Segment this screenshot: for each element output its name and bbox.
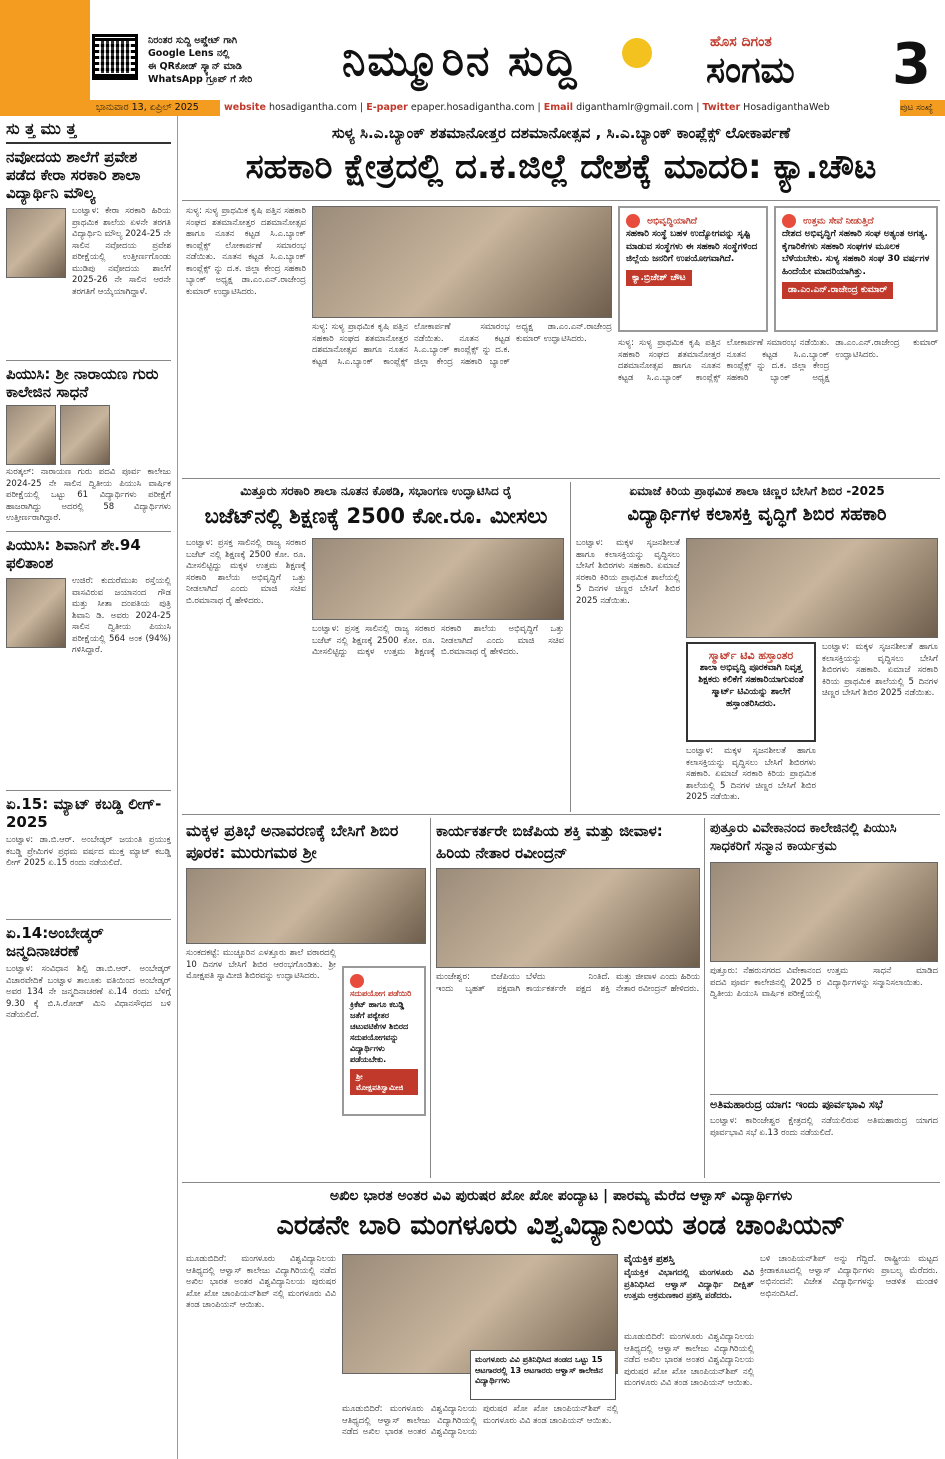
sidebar-headline: ನವೋದಯ ಶಾಲೆಗೆ ಪ್ರವೇಶ ಪಡೆದ ಕೇರಾ ಸರಕಾರಿ ಶಾಲಾ ವಿದ್ಯಾರ್ಥಿನಿ ಮೌಲ್ಯ [6, 148, 141, 202]
quote-attribution: ಕ್ಯಾ.ಬ್ರಿಜೇಶ್ ಚೌಟ [626, 270, 692, 287]
quote-icon [350, 974, 364, 988]
brand-supplement: ಸಂಗಮ [706, 50, 795, 91]
side-text: ವೈಯಕ್ತಿಕ ವಿಭಾಗದಲ್ಲಿ ಮಂಗಳೂರು ವಿವಿ ಪ್ರತಿನಿಧಿಸಿದ ಆಳ್ವಾಸ್ ವಿದ್ಯಾರ್ಥಿ ದೀಕ್ಷಿತ್ ಉತ್ತಮ ಆಕ್ರಮಣಕಾರ ಪ್ರಶಸ್ತಿ ಪಡೆದರು. [624, 1268, 754, 1301]
qr-code-pattern [99, 41, 131, 73]
sidebar-article-text: ಬಂಟ್ವಾಳ: ಡಾ.ಬಿ.ಆರ್. ಅಂಬೇಡ್ಕರ್ ಜಯಂತಿ ಪ್ರಯುಕ್ತ ಕಬಡ್ಡಿ ಪ್ರೇಮಿಗಳ ಪ್ರಥಮ ವರ್ಷದ ಮುಕ್ತ ಮ್ಯಾಟ್ ಕಬಡ್ಡಿ ಲೀಗ್ 2025 ಏ.15 ರಂದು ನಡೆಯಲಿದೆ. [6, 835, 171, 868]
student-photo [60, 405, 110, 465]
lead-body: ಸುಳ್ಯ: ಸುಳ್ಯ ಪ್ರಾಥಮಿಕ ಕೃಷಿ ಪತ್ತಿನ ಸಹಕಾರಿ ಸಂಘದ ಶತಮಾನೋತ್ತರ ದಶಮಾನೋತ್ಸವ ಹಾಗೂ ನೂತನ ಕಟ್ಟಡ ಸಿ.ಎ.ಬ್ಯಾಂಕ್ ಕಾಂಪ್ಲೆಕ್ಸ್ ಲೋಕಾರ್ಪಣೆ ಸಮಾರಂಭ ನಡೆಯಿತು. ನೂತನ ಕಟ್ಟಡ ಸಿ.ಎ.ಬ್ಯಾಂಕ್ ಕಾಂಪ್ಲೆಕ್ಸ್ ನ್ನು ದ.ಕ. ಜಿಲ್ಲಾ ಕೇಂದ್ರ ಸಹಕಾರಿ ಬ್ಯಾಂಕ್ ಅಧ್ಯಕ್ಷ ಡಾ.ಎಂ.ಎನ್.ರಾಜೇಂದ್ರ ಕುಮಾರ್ ಉದ್ಘಾಟಿಸಿದರು. [186, 206, 306, 297]
story-body: ಬಂಟ್ವಾಳ: ಮಕ್ಕಳ ಸೃಜನಶೀಲತೆ ಹಾಗೂ ಕಲಾಸಕ್ತಿಯನ್ನು ವೃದ್ಧಿಸಲು ಬೇಸಿಗೆ ಶಿಬಿರಗಳು ಸಹಕಾರಿ. ಏಮಾಜೆ ಸರಕಾರಿ ಕಿರಿಯ ಪ್ರಾಥಮಿಕ ಶಾಲೆಯಲ್ಲಿ 5 ದಿನಗಳ ಚಿಣ್ಣರ ಬೇಸಿಗೆ ಶಿಬಿರ 2025 ನಡೆಯಿತು. [576, 538, 680, 606]
sidebar-article-text: ಉಜಿರೆ: ಕುದುರೆಮುಖ ರಸ್ತೆಯಲ್ಲಿ ವಾಸವಿರುವ ಜಯಾನಂದ ಗೌಡ ಮತ್ತು ಸೀತಾ ದಂಪತಿಯ ಪುತ್ರಿ ಶಿವಾನಿ ಡಿ. ಅವರು 2024-25 ಸಾಲಿನ ದ್ವಿತೀಯ ಪಿಯುಸಿ ಪರೀಕ್ಷೆಯಲ್ಲಿ 564 ಅಂಕ (94%) ಗಳಿಸಿದ್ದಾರೆ. [72, 576, 171, 655]
sidebar-section-title: ಸು ತ್ತ ಮು ತ್ತ [6, 120, 171, 144]
photo-caption: ಮಂಗಳೂರು ವಿವಿ ಪ್ರತಿನಿಧಿಸಿದ ತಂಡದ ಒಟ್ಟು 15 ಆಟಗಾರರಲ್ಲಿ 13 ಆಟಗಾರರು ಆಳ್ವಾಸ್ ಕಾಲೇಜಿನ ವಿದ್ಯಾರ್ಥಿಗಳು [470, 1350, 616, 1400]
story-body: ಸುಂಕದಕಟ್ಟೆ: ಮುಚ್ಚೂರಿನ ಎಳತ್ತೂರು ಶಾಲೆ ವಠಾರದಲ್ಲಿ 10 ದಿನಗಳ ಬೇಸಿಗೆ ಶಿಬಿರ ಆರಂಭಗೊಂಡಿತು. ಶ್ರೀ ಮೋಕ್ಷಪತಿ ಸ್ವಾಮೀಜಿ ಶಿಬಿರವನ್ನು ಉದ್ಘಾಟಿಸಿದರು. [186, 948, 336, 981]
promo-line: WhatsApp ಗ್ರೂಪ್ ಗೆ ಸೇರಿ [148, 74, 253, 85]
divider [182, 814, 940, 815]
story-headline: ಬಜೆಟ್‌ನಲ್ಲಿ ಶಿಕ್ಷಣಕ್ಕೆ 2500 ಕೋ.ರೂ. ಮೀಸಲು [204, 504, 548, 528]
story-body: ಮಂಜೇಶ್ವರ: ಬಿಜೆಪಿಯು ಇಂದು ಬೃಹತ್ ಪಕ್ಷವಾಗಿ ಬೆಳೆದು ನಿಂತಿದೆ. ಕಾರ್ಯಕರ್ತರೇ ಪಕ್ಷದ ಶಕ್ತಿ ಮತ್ತು ಜೀವಾಳ ಎಂದು ಹಿರಿಯ ನೇತಾರ ರವೀಂದ್ರನ್ ಹೇಳಿದರು. [436, 972, 700, 994]
story-body: ಬಂಟ್ವಾಳ: ಪ್ರಸಕ್ತ ಸಾಲಿನಲ್ಲಿ ರಾಜ್ಯ ಸರಕಾರ ಬಜೆಟ್ ನಲ್ಲಿ ಶಿಕ್ಷಣಕ್ಕೆ 2500 ಕೋ. ರೂ. ಮೀಸಲಿಟ್ಟಿದ್ದು ಮಕ್ಕಳ ಉತ್ತಮ ಶಿಕ್ಷಣಕ್ಕೆ ಸರಕಾರಿ ಶಾಲೆಯ ಅಭಿವೃದ್ಧಿಗೆ ಒತ್ತು ನೀಡಲಾಗಿದೆ ಎಂದು ಮಾಜಿ ಸಚಿವ ಬಿ.ರಮಾನಾಥ ರೈ ಹೇಳಿದರು. [186, 538, 306, 606]
story-photo [436, 868, 700, 968]
quote-title: ಉತ್ತಮ ಸೇವೆ ನೀಡುತ್ತಿದೆ [803, 216, 874, 227]
story-photo [186, 868, 426, 944]
divider [182, 200, 940, 201]
brand-name: ಹೊಸ ದಿಗಂತ [710, 34, 772, 50]
brand-box [700, 28, 945, 100]
twitter-label: Twitter [702, 102, 741, 113]
lead-quote-box [618, 206, 768, 332]
promo-line: Google Lens ನಲ್ಲಿ [148, 48, 230, 59]
website-label: website [224, 102, 266, 113]
quote-icon [626, 214, 640, 228]
student-photo [6, 405, 56, 465]
box-title: ಸ್ಮಾರ್ಟ್ ಟಿವಿ ಹಸ್ತಾಂತರ [708, 649, 794, 662]
divider [710, 1094, 938, 1095]
quote-text: ಕ್ರಿಕೆಟ್ ಹಾಗೂ ಕಬಡ್ಡಿ ಜತೆಗೆ ಪಠ್ಯೇತರ ಚಟುವಟಿಕೆಗಳ ಶಿಬಿರದ ಸದುಪಯೋಗವನ್ನು ವಿದ್ಯಾರ್ಥಿಗಳು ಪಡೆಯಬೇಕು. [350, 1000, 409, 1064]
lead-photo [312, 206, 612, 318]
email-link[interactable]: diganthamlr@gmail.com [576, 102, 694, 113]
story-headline: ಕಾರ್ಯಕರ್ತರೇ ಬಿಜೆಪಿಯ ಶಕ್ತಿ ಮತ್ತು ಜೀವಾಳ: ಹಿರಿಯ ನೇತಾರ ರವೀಂದ್ರನ್ [436, 822, 663, 862]
side-headline: ವೈಯಕ್ತಿಕ ಪ್ರಶಸ್ತಿ [624, 1254, 675, 1265]
sidebar-article-text: ಬಂಟ್ವಾಳ: ಸಂವಿಧಾನ ಶಿಲ್ಪಿ ಡಾ.ಬಿ.ಆರ್. ಅಂಬೇಡ್ಕರ್ ವಿಚಾರವೇದಿಕೆ ಬಂಟ್ವಾಳ ತಾಲೂಕು ವತಿಯಿಂದ ಅಂಬೇಡ್ಕರ್ ಅವರ 134 ನೇ ಜನ್ಮದಿನಾಚರಣೆ ಏ.14 ರಂದು ಬೆಳಿಗ್ಗೆ 9.30 ಕ್ಕೆ ಬಿ.ಸಿ.ರೋಡ್ ಮಿನಿ ವಿಧಾನಸೌಧದ ಬಳಿ ನಡೆಯಲಿದೆ. [6, 964, 171, 1020]
lead-body-continued: ಸುಳ್ಯ: ಸುಳ್ಯ ಪ್ರಾಥಮಿಕ ಕೃಷಿ ಪತ್ತಿನ ಸಹಕಾರಿ ಸಂಘದ ಶತಮಾನೋತ್ತರ ದಶಮಾನೋತ್ಸವ ಹಾಗೂ ನೂತನ ಕಟ್ಟಡ ಸಿ.ಎ.ಬ್ಯಾಂಕ್ ಕಾಂಪ್ಲೆಕ್ಸ್ ಲೋಕಾರ್ಪಣೆ ಸಮಾರಂಭ ನಡೆಯಿತು. ನೂತನ ಕಟ್ಟಡ ಸಿ.ಎ.ಬ್ಯಾಂಕ್ ಕಾಂಪ್ಲೆಕ್ಸ್ ನ್ನು ದ.ಕ. ಜಿಲ್ಲಾ ಕೇಂದ್ರ ಸಹಕಾರಿ ಬ್ಯಾಂಕ್ ಅಧ್ಯಕ್ಷ ಡಾ.ಎಂ.ಎನ್.ರಾಜೇಂದ್ರ ಕುಮಾರ್ ಉದ್ಘಾಟಿಸಿದರು. [312, 322, 612, 367]
story-headline: ವಿದ್ಯಾರ್ಥಿಗಳ ಕಲಾಸಕ್ತಿ ವೃದ್ಧಿಗೆ ಶಿಬಿರ ಸಹಕಾರಿ [627, 504, 887, 525]
side-body: ಬಳಿ ಚಾಂಪಿಯನ್‌ಶಿಪ್ ಅನ್ನು ಗೆದ್ದಿದೆ. ರಾಷ್ಟ್ರೀಯ ಮಟ್ಟದ ಕ್ರೀಡಾಕೂಟದಲ್ಲಿ ಆಳ್ವಾಸ್ ವಿದ್ಯಾರ್ಥಿಗಳು ಪ್ರಾಬಲ್ಯ ಮೆರೆದರು. ಅಭಿನಂದನೆ: ವಿಜೇತ ವಿದ್ಯಾರ್ಥಿಗಳನ್ನು ಆಡಳಿತ ಮಂಡಳಿ ಅಭಿನಂದಿಸಿದೆ. [760, 1254, 938, 1299]
qr-promo-text [148, 34, 318, 86]
divider [570, 482, 571, 812]
story-headline: ಮಕ್ಕಳ ಪ್ರತಿಭೆ ಅನಾವರಣಕ್ಕೆ ಬೇಸಿಗೆ ಶಿಬಿರ ಪೂರಕ: ಮುರುಗಮಠ ಶ್ರೀ [186, 821, 399, 862]
lead-quote-box [774, 206, 938, 332]
student-photo [6, 208, 66, 278]
smart-tv-box [686, 642, 816, 742]
story-body-continued: ಬಂಟ್ವಾಳ: ಮಕ್ಕಳ ಸೃಜನಶೀಲತೆ ಹಾಗೂ ಕಲಾಸಕ್ತಿಯನ್ನು ವೃದ್ಧಿಸಲು ಬೇಸಿಗೆ ಶಿಬಿರಗಳು ಸಹಕಾರಿ. ಏಮಾಜೆ ಸರಕಾರಿ ಕಿರಿಯ ಪ್ರಾಥಮಿಕ ಶಾಲೆಯಲ್ಲಿ 5 ದಿನಗಳ ಚಿಣ್ಣರ ಬೇಸಿಗೆ ಶಿಬಿರ 2025 ನಡೆಯಿತು. [822, 642, 938, 698]
quote-icon [782, 214, 796, 228]
story-kicker: ಅಖಿಲ ಭಾರತ ಅಂತರ ವಿವಿ ಪುರುಷರ ಖೋ ಖೋ ಪಂದ್ಯಾಟ | ಪಾರಮ್ಯ ಮೆರೆದ ಆಳ್ವಾಸ್ ವಿದ್ಯಾರ್ಥಿಗಳು [329, 1188, 793, 1204]
quote-attribution: ಶ್ರೀ ಮೋಕ್ಷಪತಿಸ್ವಾಮೀಜಿ [350, 1069, 418, 1095]
story-body-continued: ಬಂಟ್ವಾಳ: ಪ್ರಸಕ್ತ ಸಾಲಿನಲ್ಲಿ ರಾಜ್ಯ ಸರಕಾರ ಬಜೆಟ್ ನಲ್ಲಿ ಶಿಕ್ಷಣಕ್ಕೆ 2500 ಕೋ. ರೂ. ಮೀಸಲಿಟ್ಟಿದ್ದು ಮಕ್ಕಳ ಉತ್ತಮ ಶಿಕ್ಷಣಕ್ಕೆ ಸರಕಾರಿ ಶಾಲೆಯ ಅಭಿವೃದ್ಧಿಗೆ ಒತ್ತು ನೀಡಲಾಗಿದೆ ಎಂದು ಮಾಜಿ ಸಚಿವ ಬಿ.ರಮಾನಾಥ ರೈ ಹೇಳಿದರು. [312, 624, 564, 657]
sidebar-headline: ಏ.14:ಅಂಬೇಡ್ಕರ್ ಜನ್ಮದಿನಾಚರಣೆ [6, 924, 104, 960]
lead-headline: ಸಹಕಾರಿ ಕ್ಷೇತ್ರದಲ್ಲಿ ದ.ಕ.ಜಿಲ್ಲೆ ದೇಶಕ್ಕೆ ಮಾದರಿ: ಕ್ಯಾ.ಚೌಟ [245, 147, 877, 187]
quote-text: ಸಹಕಾರಿ ಸಂಸ್ಥೆ ಬಹಳ ಉದ್ಯೋಗವನ್ನು ಸೃಷ್ಟಿ ಮಾಡುವ ಸಂಸ್ಥೆಗಳು ಈ ಸಹಕಾರಿ ಸಂಸ್ಥೆಗಳಿಂದ ಜಿಲ್ಲೆಯ ಜನರಿಗೆ ಉಪಯೋಗವಾಗಿದೆ. [626, 229, 758, 264]
sidebar-column [0, 116, 178, 1459]
promo-line: ಈ QRಕೋಡ್ ಸ್ಕ್ಯಾನ್ ಮಾಡಿ [148, 61, 242, 72]
box-text: ಶಾಲಾ ಅಭಿವೃದ್ಧಿ ಪೂರಕವಾಗಿ ನಿವೃತ್ತ ಶಿಕ್ಷಕರು ಕಲಿಕೆಗೆ ಸಹಕಾರಿಯಾಗುವಂತೆ ಸ್ಮಾರ್ಟ್ ಟಿವಿಯನ್ನು ಶಾಲೆಗೆ ಹಸ್ತಾಂತರಿಸಿದರು. [698, 663, 804, 709]
story-photo [686, 538, 938, 638]
story-photo [312, 538, 564, 620]
story-body-continued: ಮೂಡುಬಿದಿರೆ: ಮಂಗಳೂರು ವಿಶ್ವವಿದ್ಯಾನಿಲಯ ಆತಿಥ್ಯದಲ್ಲಿ ಆಳ್ವಾಸ್ ಕಾಲೇಜು ವಿದ್ಯಾಗಿರಿಯಲ್ಲಿ ನಡೆದ ಅಖಿಲ ಭಾರತ ಅಂತರ ವಿಶ್ವವಿದ್ಯಾನಿಲಯ ಪುರುಷರ ಖೋ ಖೋ ಚಾಂಪಿಯನ್‌ಶಿಪ್ ನಲ್ಲಿ ಮಂಗಳೂರು ವಿವಿ ತಂಡ ಚಾಂಪಿಯನ್ ಆಯಿತು. [624, 1332, 754, 1388]
divider [430, 818, 431, 1178]
story-kicker: ಮಿತ್ತೂರು ಸರಕಾರಿ ಶಾಲಾ ನೂತನ ಕೊಠಡಿ, ಸಭಾಂಗಣ ಉದ್ಘಾಟಿಸಿದ ರೈ [240, 484, 512, 498]
contact-strip: website hosadigantha.com | E-paper epaper.hosadigantha.com | Email diganthamlr@gmail.com | Twitter HosadiganthaWeb [220, 100, 900, 116]
story-headline: ಪುತ್ತೂರು ವಿವೇಕಾನಂದ ಕಾಲೇಜಿನಲ್ಲಿ ಪಿಯುಸಿ ಸಾಧಕರಿಗೆ ಸನ್ಮಾನ ಕಾರ್ಯಕ್ರಮ [710, 821, 897, 854]
sun-icon [622, 38, 652, 68]
story-photo [710, 862, 938, 962]
story-kicker: ಏಮಾಜೆ ಕಿರಿಯ ಪ್ರಾಥಮಿಕ ಶಾಲಾ ಚಿಣ್ಣರ ಬೇಸಿಗೆ ಶಿಬಿರ -2025 [629, 484, 885, 498]
sidebar-headline: ಏ.15: ಮ್ಯಾಟ್ ಕಬಡ್ಡಿ ಲೀಗ್- 2025 [6, 795, 162, 831]
story-quote-box [342, 966, 426, 1116]
epaper-label: E-paper [366, 102, 408, 113]
story-body: ಮೂಡುಬಿದಿರೆ: ಮಂಗಳೂರು ವಿಶ್ವವಿದ್ಯಾನಿಲಯ ಆತಿಥ್ಯದಲ್ಲಿ ಆಳ್ವಾಸ್ ಕಾಲೇಜು ವಿದ್ಯಾಗಿರಿಯಲ್ಲಿ ನಡೆದ ಅಖಿಲ ಭಾರತ ಅಂತರ ವಿಶ್ವವಿದ್ಯಾನಿಲಯ ಪುರುಷರ ಖೋ ಖೋ ಚಾಂಪಿಯನ್‌ಶಿಪ್ ನಲ್ಲಿ ಮಂಗಳೂರು ವಿವಿ ತಂಡ ಚಾಂಪಿಯನ್ ಆಯಿತು. [186, 1254, 336, 1310]
story-body: ಪುತ್ತೂರು: ನೆಹರುನಗರದ ವಿವೇಕಾನಂದ ಪದವಿ ಪೂರ್ವ ಕಾಲೇಜಿನಲ್ಲಿ 2025 ರ ದ್ವಿತೀಯ ಪಿಯುಸಿ ವಾರ್ಷಿಕ ಪರೀಕ್ಷೆಯಲ್ಲಿ ಉತ್ತಮ ಸಾಧನೆ ಮಾಡಿದ ವಿದ್ಯಾರ್ಥಿಗಳನ್ನು ಸನ್ಮಾನಿಸಲಾಯಿತು. [710, 966, 938, 999]
page-label: ಪುಟ ಸಂಖ್ಯೆ [900, 103, 933, 113]
quote-title: ಅಭಿವೃದ್ಧಿಯಾಗಿದೆ [647, 216, 697, 227]
lead-body-continued: ಸುಳ್ಯ: ಸುಳ್ಯ ಪ್ರಾಥಮಿಕ ಕೃಷಿ ಪತ್ತಿನ ಸಹಕಾರಿ ಸಂಘದ ಶತಮಾನೋತ್ತರ ದಶಮಾನೋತ್ಸವ ಹಾಗೂ ನೂತನ ಕಟ್ಟಡ ಸಿ.ಎ.ಬ್ಯಾಂಕ್ ಕಾಂಪ್ಲೆಕ್ಸ್ ಲೋಕಾರ್ಪಣೆ ಸಮಾರಂಭ ನಡೆಯಿತು. ನೂತನ ಕಟ್ಟಡ ಸಿ.ಎ.ಬ್ಯಾಂಕ್ ಕಾಂಪ್ಲೆಕ್ಸ್ ನ್ನು ದ.ಕ. ಜಿಲ್ಲಾ ಕೇಂದ್ರ ಸಹಕಾರಿ ಬ್ಯಾಂಕ್ ಅಧ್ಯಕ್ಷ ಡಾ.ಎಂ.ಎನ್.ರಾಜೇಂದ್ರ ಕುಮಾರ್ ಉದ್ಘಾಟಿಸಿದರು. [618, 338, 938, 383]
sidebar-headline: ಪಿಯುಸಿ: ಶಿವಾನಿಗೆ ಶೇ.94 ಫಲಿತಾಂಶ [6, 536, 141, 572]
masthead-orange-band [0, 0, 90, 100]
sidebar-article-text: ಸುರತ್ಕಲ್: ನಾರಾಯಣ ಗುರು ಪದವಿ ಪೂರ್ವ ಕಾಲೇಜು 2024-25 ನೇ ಸಾಲಿನ ದ್ವಿತೀಯ ಪಿಯುಸಿ ವಾರ್ಷಿಕ ಪರೀಕ್ಷೆಯಲ್ಲಿ ಒಟ್ಟು 61 ವಿದ್ಯಾರ್ಥಿಗಳು ಪರೀಕ್ಷೆಗೆ ಹಾಜರಾಗಿದ್ದು ಅದರಲ್ಲಿ 58 ವಿದ್ಯಾರ್ಥಿಗಳು ಉತ್ತೀರ್ಣರಾಗಿದ್ದಾರೆ. [6, 467, 171, 523]
divider [704, 818, 705, 1178]
issue-date: ಭಾನುವಾರ 13, ಏಪ್ರಿಲ್ 2025 [96, 102, 199, 113]
divider [182, 478, 940, 479]
promo-line: ನಿರಂತರ ಸುದ್ದಿ ಅಪ್ಡೇಟ್ ಗಾಗಿ [148, 35, 238, 46]
website-link[interactable]: hosadigantha.com [268, 102, 357, 113]
twitter-link[interactable]: HosadiganthaWeb [743, 102, 830, 113]
sidebar-headline: ಪಿಯುಸಿ: ಶ್ರೀ ನಾರಾಯಣ ಗುರು ಕಾಲೇಜಿನ ಸಾಧನೆ [6, 365, 159, 401]
quote-title: ಸದುಪಯೋಗ ಪಡೆಯಿರಿ [350, 989, 412, 998]
masthead [322, 28, 702, 90]
sub-body: ಬಂಟ್ವಾಳ: ಕಾರಿಂಜೇಶ್ವರ ಕ್ಷೇತ್ರದಲ್ಲಿ ನಡೆಯಲಿರುವ ಅತಿಮಹಾರುದ್ರ ಯಾಗದ ಪೂರ್ವಭಾವಿ ಸಭೆ ಏ.13 ರಂದು ನಡೆಯಲಿದೆ. [710, 1116, 938, 1138]
lead-kicker: ಸುಳ್ಯ ಸಿ.ಎ.ಬ್ಯಾಂಕ್ ಶತಮಾನೋತ್ತರ ದಶಮಾನೋತ್ಸವ , ಸಿ.ಎ.ಬ್ಯಾಂಕ್ ಕಾಂಪ್ಲೆಕ್ಸ್ ಲೋಕಾರ್ಪಣೆ [331, 124, 791, 142]
quote-text: ದೇಶದ ಅಭಿವೃದ್ಧಿಗೆ ಸಹಕಾರಿ ಸಂಘ ಅತ್ಯಂತ ಅಗತ್ಯ. ಕೈಗಾರಿಕೆಗಳು ಸಹಕಾರಿ ಸಂಘಗಳ ಮೂಲಕ ಬೆಳೆಯಬೇಕು. ಸುಳ್ಯ ಸಹಕಾರಿ ಸಂಘ 30 ವರ್ಷಗಳ ಹಿಂದೆಯೇ ಮಾದರಿಯಾಗಿತ್ತು. [782, 229, 930, 277]
email-label: Email [543, 102, 574, 113]
sub-headline: ಅತಿಮಹಾರುದ್ರ ಯಾಗ: ಇಂದು ಪೂರ್ವಭಾವಿ ಸಭೆ [710, 1098, 883, 1111]
page-number: 3 [892, 32, 931, 97]
story-body-continued: ಮೂಡುಬಿದಿರೆ: ಮಂಗಳೂರು ವಿಶ್ವವಿದ್ಯಾನಿಲಯ ಆತಿಥ್ಯದಲ್ಲಿ ಆಳ್ವಾಸ್ ಕಾಲೇಜು ವಿದ್ಯಾಗಿರಿಯಲ್ಲಿ ನಡೆದ ಅಖಿಲ ಭಾರತ ಅಂತರ ವಿಶ್ವವಿದ್ಯಾನಿಲಯ ಪುರುಷರ ಖೋ ಖೋ ಚಾಂಪಿಯನ್‌ಶಿಪ್ ನಲ್ಲಿ ಮಂಗಳೂರು ವಿವಿ ತಂಡ ಚಾಂಪಿಯನ್ ಆಯಿತು. [342, 1404, 618, 1437]
epaper-link[interactable]: epaper.hosadigantha.com [410, 102, 535, 113]
student-photo [6, 578, 66, 648]
sidebar-article-text: ಬಂಟ್ವಾಳ: ಕೇರಾ ಸರಕಾರಿ ಹಿರಿಯ ಪ್ರಾಥಮಿಕ ಶಾಲೆಯ ಏಳನೇ ತರಗತಿ ವಿದ್ಯಾರ್ಥಿನಿ ಮೌಲ್ಯ 2024-25 ನೇ ಸಾಲಿನ ನವೋದಯ ಪ್ರವೇಶ ಪರೀಕ್ಷೆಯಲ್ಲಿ ಉತ್ತೀರ್ಣಗೊಂಡು ಮುಡಿಪು ನವೋದಯ ಶಾಲೆಗೆ 2025-26 ನೇ ಸಾಲಿನ ಆರನೇ ತರಗತಿಗೆ ಆಯ್ಕೆಯಾಗಿದ್ದಾಳೆ. [72, 206, 171, 297]
story-headline: ಎರಡನೇ ಬಾರಿ ಮಂಗಳೂರು ವಿಶ್ವವಿದ್ಯಾನಿಲಯ ತಂಡ ಚಾಂಪಿಯನ್ [276, 1210, 846, 1241]
divider [182, 1182, 940, 1183]
story-body-continued: ಬಂಟ್ವಾಳ: ಮಕ್ಕಳ ಸೃಜನಶೀಲತೆ ಹಾಗೂ ಕಲಾಸಕ್ತಿಯನ್ನು ವೃದ್ಧಿಸಲು ಬೇಸಿಗೆ ಶಿಬಿರಗಳು ಸಹಕಾರಿ. ಏಮಾಜೆ ಸರಕಾರಿ ಕಿರಿಯ ಪ್ರಾಥಮಿಕ ಶಾಲೆಯಲ್ಲಿ 5 ದಿನಗಳ ಚಿಣ್ಣರ ಬೇಸಿಗೆ ಶಿಬಿರ 2025 ನಡೆಯಿತು. [686, 746, 816, 802]
quote-attribution: ಡಾ.ಎಂ.ಎನ್.ರಾಜೇಂದ್ರ ಕುಮಾರ್ [782, 282, 893, 299]
masthead-title: ನಿಮ್ಮೂರಿನ ಸುದ್ದಿ [342, 36, 579, 85]
